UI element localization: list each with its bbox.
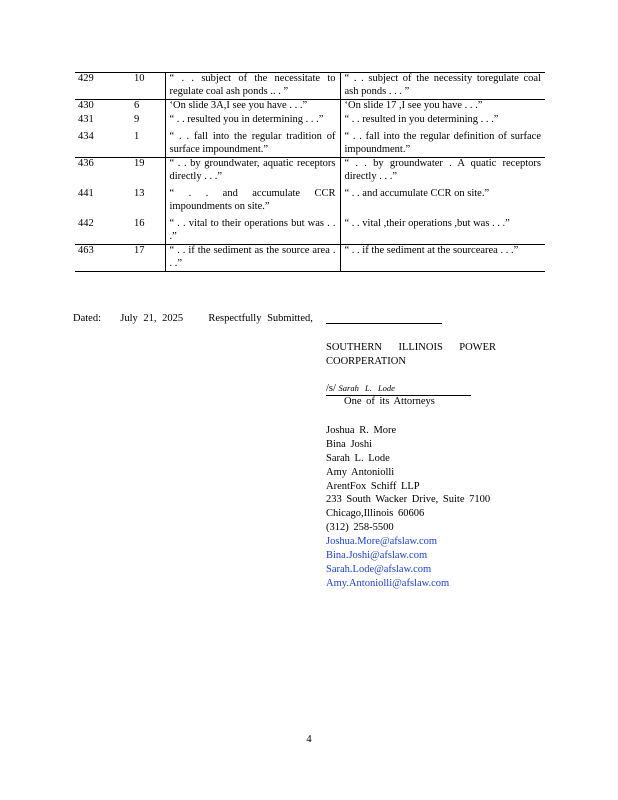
address-city: Chicago,Illinois 60606 [326, 508, 425, 520]
line-cell: 13 [134, 188, 145, 199]
dated-line [73, 313, 313, 324]
corrected-text-cell: “ . . vital ,their operations ,but was . . .” [340, 218, 545, 245]
original-text-cell: “ . . and accumulate CCR impoundments on site.” [165, 188, 340, 218]
attorney-name: Amy Antoniolli [326, 466, 395, 478]
line-cell: 9 [134, 113, 140, 125]
errata-row [75, 158, 545, 189]
phone-number: (312) 258-5500 [326, 522, 394, 534]
line-cell: 17 [130, 245, 165, 272]
original-text-cell: “ . . subject of the necessitate to regulate coal ash ponds .. . ” [165, 73, 340, 100]
corrected-text-cell: “ . . subject of the necessity toregulate coal ash ponds . . . ” [340, 73, 545, 100]
corrected-text-cell: “ . . by groundwater . A quatic receptors directly . . .” [340, 158, 545, 189]
page-cell: 434 [75, 131, 130, 158]
attorneys-label: One of its Attorneys [344, 396, 435, 407]
page-number: 4 [306, 734, 312, 745]
line-cell: 19 [130, 158, 165, 189]
page-cell: 429 [75, 73, 130, 100]
original-text-cell: “ . . resulted you in determining . . .” [165, 114, 340, 132]
original-text-cell: “ . . if the sediment as the source area . . .” [165, 245, 340, 272]
original-text-cell: “ . . vital to their operations but was . . .” [165, 218, 340, 245]
esign-name: Sarah L. Lode [338, 383, 395, 393]
page-cell: 431 [78, 113, 94, 125]
original-text-cell: ‘On slide 3A,I see you have . . .” [165, 100, 340, 114]
attorney-name: Sarah L. Lode [326, 452, 390, 464]
page-cell: 436 [75, 158, 130, 189]
closing-text: Respectfully Submitted, [208, 313, 313, 324]
email-link[interactable]: Amy.Antoniolli@afslaw.com [326, 577, 450, 589]
email-link[interactable]: Sarah.Lode@afslaw.com [326, 563, 432, 575]
errata-row [75, 100, 545, 114]
original-text-cell: “ . . fall into the regular tradition of surface impoundment.” [165, 131, 340, 158]
errata-row [75, 114, 545, 132]
errata-table [75, 72, 545, 272]
attorney-contact-block [326, 424, 526, 591]
esign-prefix: /s/ [326, 383, 336, 394]
line-cell: 1 [130, 131, 165, 158]
errata-row [75, 131, 545, 158]
signature-date: July 21, 2025 [120, 313, 184, 324]
page-cell: 441 [78, 188, 94, 199]
errata-row [75, 73, 545, 100]
firm-name: ArentFox Schiff LLP [326, 480, 420, 492]
original-text-cell: “ . . by groundwater, aquatic receptors directly . . .” [165, 158, 340, 189]
attorney-name: Joshua R. More [326, 425, 397, 436]
corrected-text-cell: ‘On slide 17 ,I see you have . . .” [340, 100, 545, 114]
signature-line [326, 323, 442, 324]
electronic-signature [326, 382, 471, 396]
corrected-text-cell: “ . . and accumulate CCR on site.” [340, 188, 545, 218]
line-cell: 16 [130, 218, 165, 245]
attorney-name: Bina Joshi [326, 438, 373, 450]
line-cell: 6 [130, 100, 165, 114]
corrected-text-cell: “ . . if the sediment at the sourcearea . . .” [340, 245, 545, 272]
corrected-text-cell: “ . . fall into the regular definition of surface impoundment.” [340, 131, 545, 158]
page-cell: 463 [75, 245, 130, 272]
dated-label: Dated: [73, 313, 101, 324]
errata-row [75, 188, 545, 218]
email-link[interactable]: Joshua.More@afslaw.com [326, 536, 438, 548]
email-link[interactable]: Bina.Joshi@afslaw.com [326, 550, 428, 562]
errata-row [75, 245, 545, 272]
company-name: SOUTHERN ILLINOIS POWER COORPERATION [326, 342, 496, 367]
line-cell: 10 [130, 73, 165, 100]
page-cell: 442 [75, 218, 130, 245]
errata-row [75, 218, 545, 245]
page-cell: 430 [75, 100, 130, 114]
address-street: 233 South Wacker Drive, Suite 7100 [326, 494, 491, 506]
corrected-text-cell: “ . . resulted in you determining . . .” [340, 114, 545, 132]
